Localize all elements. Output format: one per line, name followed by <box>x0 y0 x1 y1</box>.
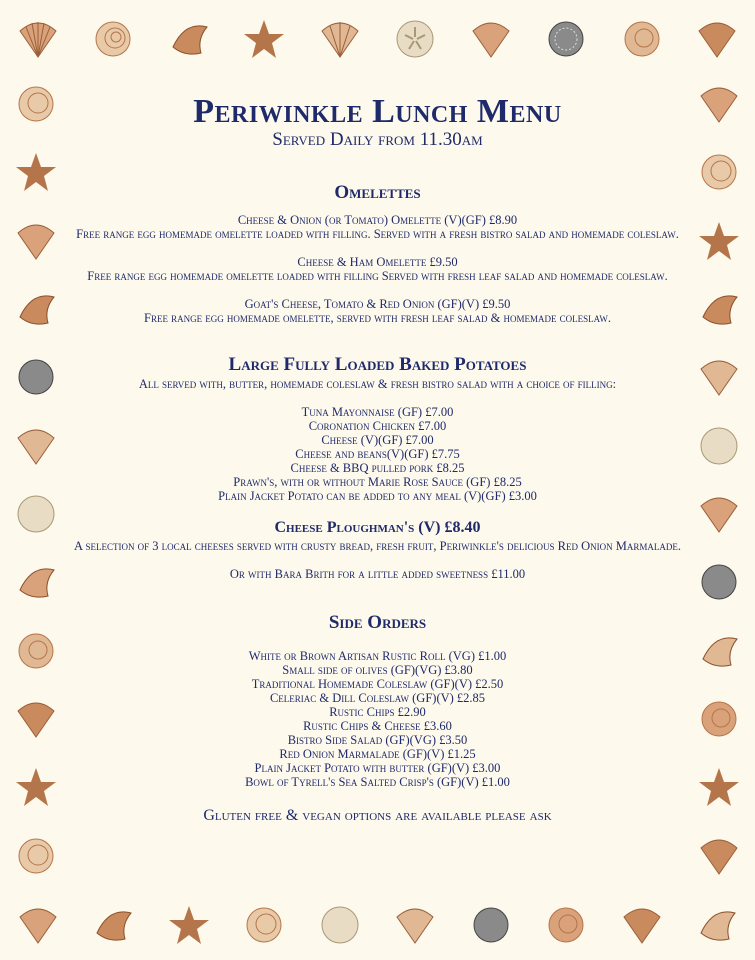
menu-title: Periwinkle Lunch Menu <box>193 93 562 130</box>
conch-shell-icon <box>697 629 741 673</box>
scallop-shell-icon <box>469 17 513 61</box>
scallop-shell-icon <box>620 903 664 947</box>
seashell-border-right <box>683 70 755 890</box>
list-item: Prawn's, with or without Marie Rose Sauce (GF) £8.25 <box>233 475 522 489</box>
sand-dollar-icon <box>697 424 741 468</box>
seashell-border-left <box>0 70 72 890</box>
conch-shell-icon <box>167 17 211 61</box>
conch-shell-icon <box>91 903 135 947</box>
spiral-shell-icon <box>14 629 58 673</box>
list-item: Rustic Chips £2.90 <box>329 705 426 719</box>
conch-shell-icon <box>695 903 739 947</box>
starfish-icon <box>697 219 741 263</box>
conch-shell-icon <box>697 287 741 331</box>
spiral-shell-icon <box>544 903 588 947</box>
scallop-shell-icon <box>14 697 58 741</box>
list-item: Cheese & BBQ pulled pork £8.25 <box>290 461 465 475</box>
spiral-shell-icon <box>14 834 58 878</box>
sand-dollar-icon <box>318 903 362 947</box>
list-item: Traditional Homemade Coleslaw (GF)(V) £2.50 <box>251 677 504 691</box>
list-item: Rustic Chips & Cheese £3.60 <box>303 719 452 733</box>
ploughman-desc: A selection of 3 local cheeses served with crusty bread, fresh fruit, Periwinkle's delicious Red Onion Marmalade. <box>74 539 681 553</box>
scallop-shell-icon <box>697 834 741 878</box>
starfish-icon <box>242 17 286 61</box>
starfish-icon <box>14 765 58 809</box>
list-item: Plain Jacket Potato with butter (GF)(V) £3.00 <box>254 761 501 775</box>
ploughman-extra: Or with Bara Brith for a little added sweetness £11.00 <box>229 567 526 581</box>
list-item: Tuna Mayonnaise (GF) £7.00 <box>301 405 454 419</box>
list-item: Small side of olives (GF)(VG) £3.80 <box>282 663 473 677</box>
periwinkle-shell-icon <box>697 560 741 604</box>
list-item: Celeriac & Dill Coleslaw (GF)(V) £2.85 <box>269 691 486 705</box>
periwinkle-shell-icon <box>14 355 58 399</box>
list-item: Cheese (V)(GF) £7.00 <box>321 433 434 447</box>
spiral-shell-icon <box>14 82 58 126</box>
scallop-shell-icon <box>16 903 60 947</box>
potatoes-intro: All served with, butter, homemade coleslaw & fresh bistro salad with a choice of filling: <box>138 377 617 391</box>
section-heading-potatoes: Large Fully Loaded Baked Potatoes <box>228 354 527 375</box>
menu-item <box>72 297 683 325</box>
seashell-border-bottom <box>0 890 755 960</box>
menu-subtitle: Served Daily from 11.30am <box>272 129 483 150</box>
menu-item-name: Goat's Cheese, Tomato & Red Onion (GF)(V) £9.50 <box>244 297 511 311</box>
menu-item-desc: Free range egg homemade omelette loaded with filling. Served with a fresh bistro salad and homemade coleslaw. <box>76 227 679 241</box>
menu-item <box>72 213 683 241</box>
scallop-shell-icon <box>318 17 362 61</box>
sand-dollar-icon <box>14 492 58 536</box>
seashell-border-top <box>0 0 755 78</box>
menu-item <box>72 255 683 283</box>
conch-shell-icon <box>14 560 58 604</box>
scallop-shell-icon <box>16 17 60 61</box>
starfish-icon <box>697 765 741 809</box>
menu-item-name: Cheese & Onion (or Tomato) Omelette (V)(GF) £8.90 <box>237 213 518 227</box>
menu-item-desc: Free range egg homemade omelette, served with fresh leaf salad & homemade coleslaw. <box>144 311 611 325</box>
scallop-shell-icon <box>697 355 741 399</box>
section-heading-sides: Side Orders <box>328 612 427 633</box>
section-heading-ploughman: Cheese Ploughman's (V) £8.40 <box>274 519 481 536</box>
spiral-shell-icon <box>697 697 741 741</box>
periwinkle-shell-icon <box>469 903 513 947</box>
spiral-shell-icon <box>242 903 286 947</box>
sand-dollar-icon <box>393 17 437 61</box>
list-item: Plain Jacket Potato can be added to any meal (V)(GF) £3.00 <box>218 489 537 503</box>
list-item: Cheese and beans(V)(GF) £7.75 <box>295 447 460 461</box>
scallop-shell-icon <box>695 17 739 61</box>
spiral-shell-icon <box>91 17 135 61</box>
starfish-icon <box>167 903 211 947</box>
periwinkle-shell-icon <box>544 17 588 61</box>
list-item: Coronation Chicken £7.00 <box>308 419 447 433</box>
starfish-icon <box>14 150 58 194</box>
spiral-shell-icon <box>620 17 664 61</box>
menu-item-desc: Free range egg homemade omelette loaded with filling Served with fresh leaf salad and homemade coleslaw. <box>87 269 668 283</box>
menu-content <box>72 95 683 885</box>
list-item: Red Onion Marmalade (GF)(V) £1.25 <box>279 747 476 761</box>
dietary-options-note: Gluten free & vegan options are available please ask <box>203 807 552 824</box>
conch-shell-icon <box>14 287 58 331</box>
menu-item-name: Cheese & Ham Omelette £9.50 <box>297 255 458 269</box>
section-heading-omelettes: Omelettes <box>334 182 421 203</box>
scallop-shell-icon <box>697 492 741 536</box>
scallop-shell-icon <box>14 424 58 468</box>
scallop-shell-icon <box>697 82 741 126</box>
list-item: Bistro Side Salad (GF)(VG) £3.50 <box>287 733 468 747</box>
list-item: White or Brown Artisan Rustic Roll (VG) £1.00 <box>248 649 507 663</box>
scallop-shell-icon <box>14 219 58 263</box>
spiral-shell-icon <box>697 150 741 194</box>
list-item: Bowl of Tyrell's Sea Salted Crisp's (GF)(V) £1.00 <box>245 775 510 789</box>
scallop-shell-icon <box>393 903 437 947</box>
